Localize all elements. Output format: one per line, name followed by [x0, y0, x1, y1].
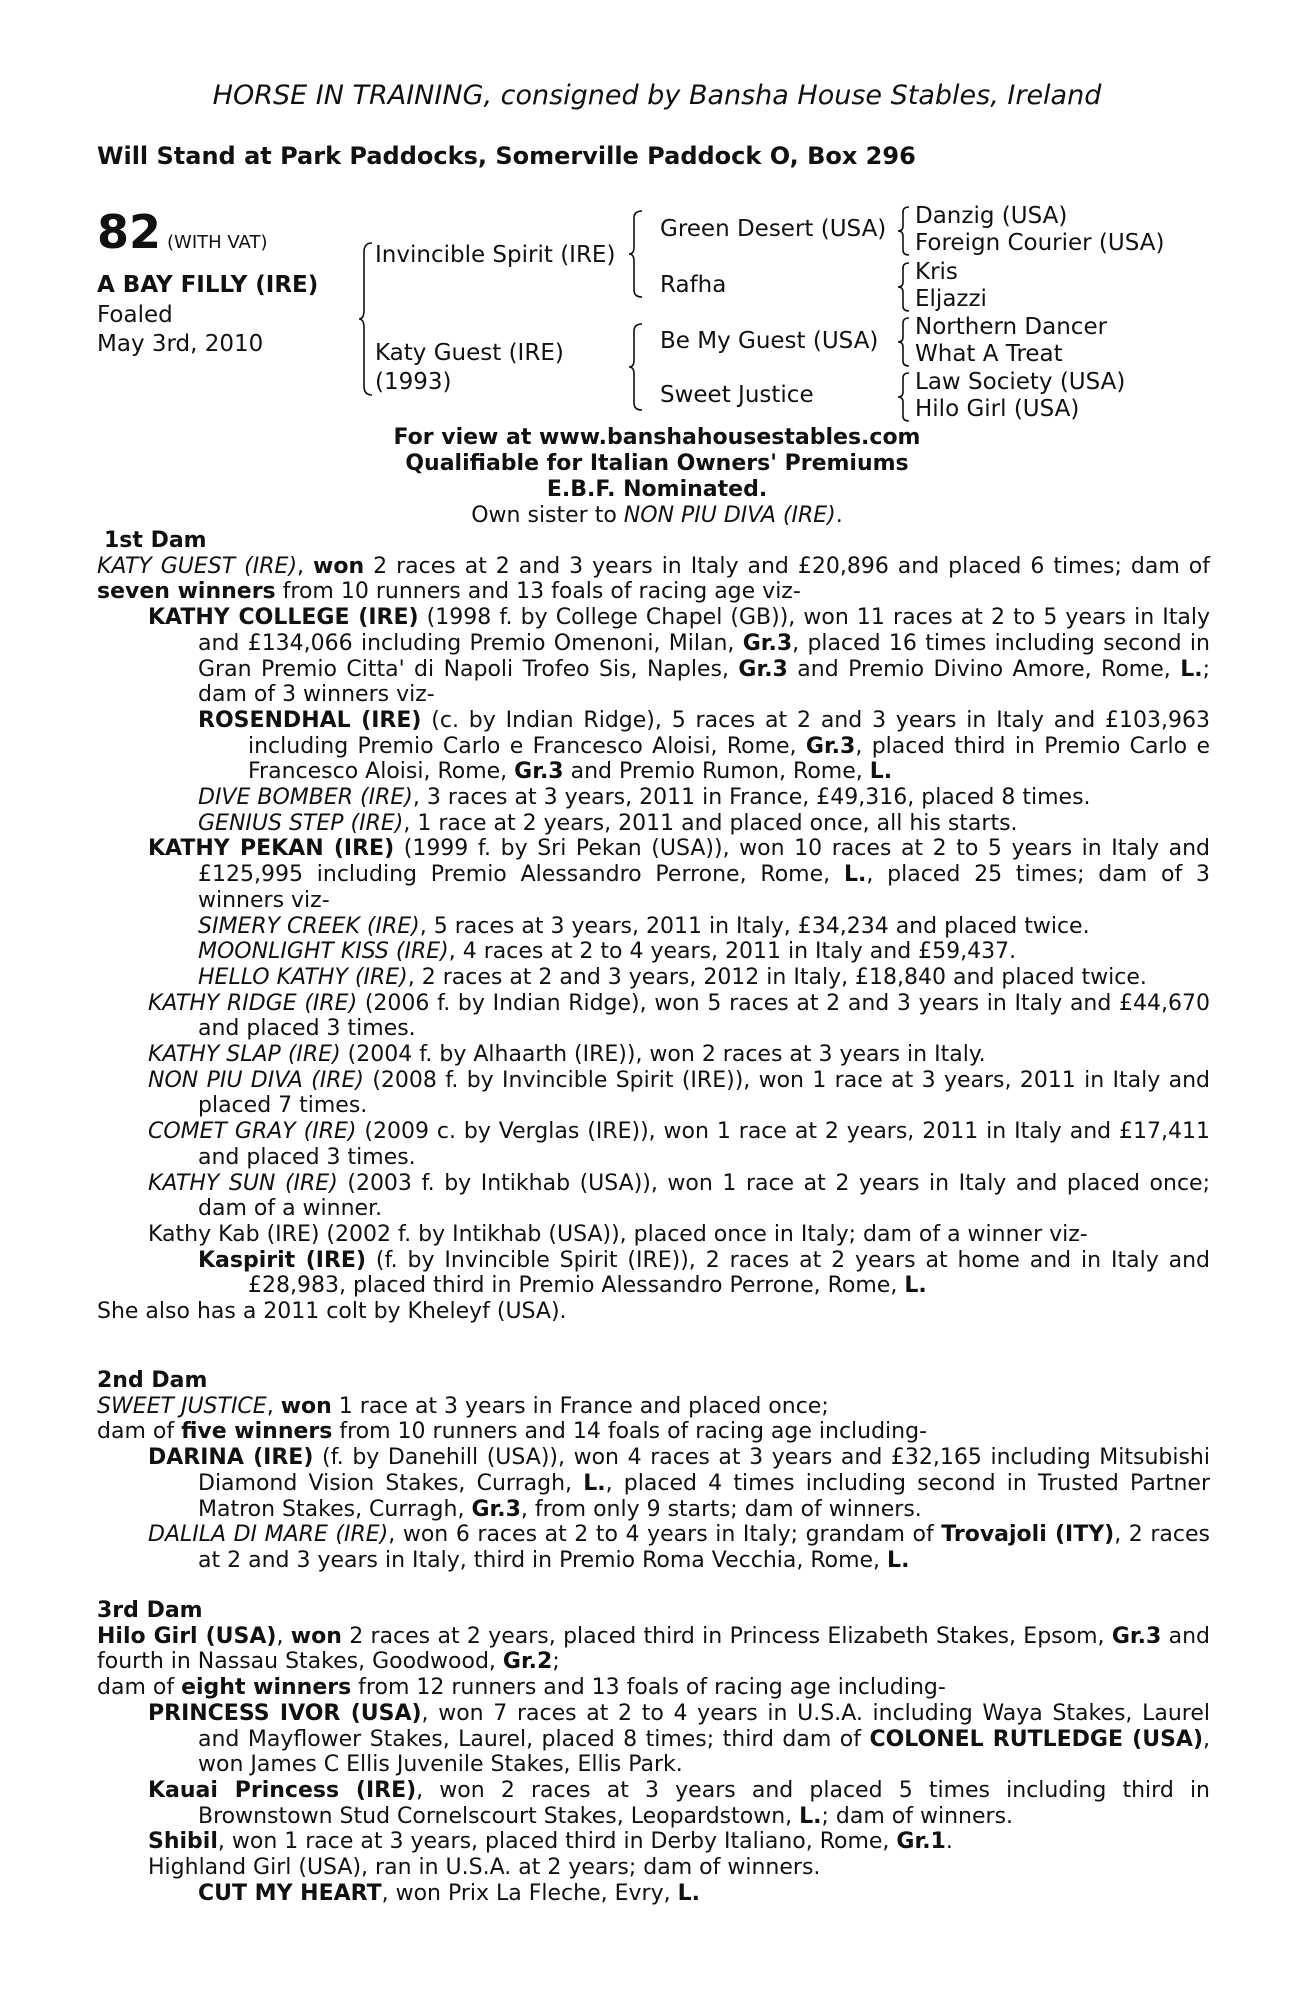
progeny-entry	[0, 1829, 1210, 1855]
lot-heading	[97, 205, 268, 259]
progeny-text: (c. by Indian Ridge), 5 races at 2 and 3 years in Italy and £103,963 including Premio Carlo e Francesco Aloisi, Rome,	[248, 707, 1210, 759]
progeny-text: , placed 16 times including second in Gran Premio Citta' di Napoli Trofeo Sis, Naples,	[198, 630, 1210, 682]
third-dam-heading: 3rd Dam	[97, 1598, 203, 1623]
progeny-text: , 5 races at 3 years, 2011 in Italy, £34,234 and placed twice.	[419, 913, 1090, 939]
progeny-text: , won James C Ellis Juvenile Stakes, Ellis Park.	[198, 1726, 1210, 1778]
grade-label: Gr.3	[471, 1496, 521, 1522]
pedigree-brace-dam	[628, 323, 644, 411]
progeny-name: DIVE BOMBER (IRE)	[198, 785, 413, 811]
progeny-text: (f. by Danehill (USA)), won 4 races at 3 years and £32,165 including Mitsubishi Diamond Vision Stakes, Curragh,	[198, 1445, 1210, 1496]
runners-text: from 10 runners and 14 foals of racing age including-	[332, 1419, 928, 1445]
first-dam-intro: KATY GUEST (IRE), won 2 races at 2 and 3 years in Italy and £20,896 and placed 6 times; dam of seven winners from 10 runners and 13 foals of racing age viz-	[97, 553, 1210, 605]
progeny-text: , 2 races at 2 and 3 years in Italy, third in Premio Roma Vecchia, Rome,	[198, 1522, 1211, 1573]
progeny-text: , placed third in Premio Carlo e Francesco Aloisi, Rome,	[248, 733, 1210, 785]
progeny-name: KATHY SUN (IRE)	[148, 1170, 338, 1196]
progeny-name: HELLO KATHY (IRE)	[198, 964, 408, 990]
grade-label: Gr.3	[742, 630, 793, 656]
progeny-name: Kauai Princess (IRE)	[148, 1777, 417, 1803]
progeny-text: , won 1 race at 3 years, placed third in Derby Italiano, Rome,	[217, 1829, 897, 1855]
progeny-name: DARINA (IRE)	[148, 1445, 314, 1471]
dam-name: KATY GUEST (IRE)	[97, 553, 298, 579]
progeny-name: COMET GRAY (IRE)	[148, 1119, 357, 1145]
progeny-name: NON PIU DIVA (IRE)	[148, 1067, 364, 1093]
progeny-text: , 3 races at 3 years, 2011 in France, £49,316, placed 8 times.	[412, 785, 1091, 811]
progeny-name: SIMERY CREEK (IRE)	[198, 913, 420, 939]
intro-text: ;	[552, 1649, 560, 1675]
progeny-entry	[0, 1701, 1210, 1778]
pedigree-brace-main	[358, 242, 374, 396]
progeny-text: , 1 race at 2 years, 2011 and placed once, all his starts.	[403, 810, 1018, 836]
foaled-date: May 3rd, 2010	[97, 331, 264, 357]
grade-label: Gr.3	[1111, 1623, 1162, 1649]
grade-label: Gr.2	[502, 1649, 553, 1675]
dam-name: SWEET JUSTICE	[97, 1393, 267, 1419]
second-dam-section	[0, 1368, 1210, 1574]
ebf-note: E.B.F. Nominated.	[546, 477, 768, 502]
grade-label: Gr.3	[514, 759, 564, 785]
pedigree-g2: Foreign Courier (USA)	[915, 230, 1165, 256]
progeny-text: and Premio Divino Amore, Rome,	[787, 656, 1181, 682]
premiums-note: Qualifiable for Italian Owners' Premiums	[405, 451, 909, 476]
progeny-text: , placed 4 times including second in Trusted Partner Matron Stakes, Curragh,	[198, 1470, 1210, 1522]
grade-label: Gr.3	[738, 656, 788, 682]
progeny-entry	[0, 1119, 1210, 1170]
progeny-name: KATHY PEKAN (IRE)	[148, 836, 395, 862]
progeny-entry: Highland Girl (USA), ran in U.S.A. at 2 years; dam of winners.	[148, 1855, 821, 1881]
grandprogeny-entry	[0, 785, 1210, 811]
pedigree-dam: Katy Guest (IRE)	[375, 340, 564, 366]
grandprogeny-entry	[0, 1248, 1210, 1299]
pedigree-g4: Eljazzi	[915, 286, 987, 312]
progeny-entry	[0, 1171, 1210, 1222]
progeny-name: GENIUS STEP (IRE)	[198, 810, 404, 836]
progeny-name: Trovajoli (ITY)	[941, 1522, 1115, 1548]
intro-text: 1 race at 3 years in France and placed once;	[331, 1393, 829, 1419]
pedigree-dam-sire: Be My Guest (USA)	[660, 328, 879, 354]
horse-description: A BAY FILLY (IRE)	[97, 272, 319, 298]
winners-count: eight winners	[181, 1675, 352, 1701]
progeny-entry	[0, 1068, 1210, 1119]
progeny-entry	[0, 836, 1210, 913]
grandprogeny-entry	[0, 811, 1210, 837]
grade-label: Gr.1	[896, 1829, 946, 1855]
sister-prefix: Own sister to	[471, 503, 624, 528]
dam-of-label: dam of	[97, 1675, 182, 1701]
progeny-name: Shibil	[148, 1829, 218, 1855]
view-website-note: For view at www.banshahousestables.com	[393, 425, 921, 450]
pedigree-dam-year: (1993)	[375, 369, 452, 395]
pedigree-sire: Invincible Spirit (IRE)	[375, 242, 616, 268]
pedigree-dam-dam: Sweet Justice	[660, 382, 814, 408]
progeny-text: ; dam of 3 winners viz-	[198, 656, 1210, 708]
progeny-text: , from only 9 starts; dam of winners.	[520, 1496, 922, 1522]
third-dam-intro: Hilo Girl (USA), won 2 races at 2 years, placed third in Princess Elizabeth Stakes, Epsom, Gr.3 and fourth in Nassau Stakes, Goodwood, Gr.2;	[97, 1623, 1211, 1675]
progeny-text: and Premio Rumon, Rome,	[563, 759, 870, 785]
foaled-label: Foaled	[97, 302, 173, 328]
first-dam-heading: 1st Dam	[104, 528, 207, 553]
sister-suffix: .	[835, 503, 843, 528]
progeny-entry	[0, 605, 1210, 708]
progeny-name: CUT MY HEART	[198, 1880, 382, 1906]
progeny-entry	[0, 1445, 1210, 1522]
third-dam-produce	[0, 1675, 1210, 1701]
pedigree-brace-g4	[897, 372, 911, 422]
progeny-text: ; dam of winners.	[821, 1803, 1014, 1829]
progeny-name: KATHY COLLEGE (IRE)	[148, 605, 419, 631]
grandprogeny-entry	[0, 939, 1210, 965]
dam-name: Hilo Girl (USA)	[97, 1623, 277, 1649]
winners-count: five winners	[181, 1419, 333, 1445]
won-label: won	[290, 1623, 342, 1649]
listed-label: L.	[904, 1273, 927, 1299]
second-dam-heading: 2nd Dam	[97, 1368, 208, 1393]
progeny-name: KATHY SLAP (IRE)	[148, 1042, 341, 1068]
progeny-entry	[0, 1522, 1210, 1573]
sister-name: NON PIU DIVA (IRE)	[623, 503, 836, 528]
progeny-text: (1999 f. by Sri Pekan (USA)), won 10 races at 2 to 5 years in Italy and £125,995 including Premio Alessandro Perrone, Rome,	[198, 836, 1210, 888]
grandprogeny-entry	[0, 708, 1210, 785]
pedigree-sire-dam: Rafha	[660, 272, 727, 298]
listed-label: L.	[1180, 656, 1203, 682]
intro-text: and fourth in Nassau Stakes, Goodwood,	[97, 1623, 1211, 1675]
progeny-name: DALILA DI MARE (IRE)	[148, 1522, 389, 1548]
progeny-text: (2009 c. by Verglas (IRE)), won 1 race at 2 years, 2011 in Italy and £17,411 and placed 3 times.	[198, 1119, 1210, 1170]
progeny-text: (2003 f. by Intikhab (USA)), won 1 race at 2 years in Italy and placed once; dam of a winner.	[198, 1170, 1211, 1222]
pedigree-g1: Danzig (USA)	[915, 203, 1068, 229]
catalogue-header-title: HORSE IN TRAINING, consigned by Bansha House Stables, Ireland	[212, 80, 1102, 111]
dam-of-label: dam of	[97, 1419, 182, 1445]
progeny-text: (1998 f. by College Chapel (GB)), won 11 races at 2 to 5 years in Italy and £134,066 including Premio Omenoni, Milan,	[198, 605, 1210, 656]
progeny-text: , won 7 races at 2 to 4 years in U.S.A. including Waya Stakes, Laurel and Mayflower Stakes, Laurel, placed 8 times; third dam of	[198, 1700, 1210, 1752]
intro-text: 2 races at 2 and 3 years in Italy and £20,896 and placed 6 times;	[364, 553, 1122, 579]
vat-note: (WITH VAT)	[167, 232, 268, 253]
grandprogeny-entry	[0, 914, 1210, 940]
progeny-text: , won 2 races at 3 years and placed 5 times including third in Brownstown Stud Cornelscourt Stakes, Leopardstown,	[198, 1777, 1211, 1829]
pedigree-brace-g1	[897, 206, 911, 256]
pedigree-brace-g2	[897, 262, 911, 312]
progeny-name: MOONLIGHT KISS (IRE)	[198, 939, 449, 965]
first-dam-closing: She also has a 2011 colt by Kheleyf (USA).	[97, 1299, 567, 1325]
progeny-name: KATHY RIDGE (IRE)	[148, 990, 358, 1016]
pedigree-brace-g3	[897, 317, 911, 367]
pedigree-sire-sire: Green Desert (USA)	[660, 216, 887, 242]
listed-label: L.	[869, 759, 893, 785]
progeny-text: (2006 f. by Indian Ridge), won 5 races at 2 and 3 years in Italy and £44,670 and placed 3 times.	[198, 990, 1210, 1042]
grandprogeny-entry	[0, 1881, 1210, 1907]
winners-count: seven winners	[97, 579, 276, 605]
listed-label: L.	[843, 862, 867, 888]
runners-text: from 12 runners and 13 foals of racing age including-	[351, 1675, 946, 1701]
pedigree-g3: Kris	[915, 259, 958, 285]
pedigree-g5: Northern Dancer	[915, 314, 1108, 340]
progeny-entry	[0, 991, 1210, 1042]
progeny-text: , placed 25 times; dam of 3 winners viz-	[198, 862, 1210, 913]
progeny-text: (2008 f. by Invincible Spirit (IRE)), won 1 race at 3 years, 2011 in Italy and placed 7 times.	[198, 1067, 1210, 1119]
pedigree-g8: Hilo Girl (USA)	[915, 396, 1080, 422]
third-dam-section	[0, 1598, 1210, 1906]
second-dam-intro: SWEET JUSTICE, won 1 race at 3 years in France and placed once;	[97, 1393, 829, 1419]
progeny-text: , won Prix La Fleche, Evry,	[381, 1880, 678, 1906]
progeny-entry	[0, 1778, 1210, 1829]
second-dam-produce	[0, 1419, 1210, 1445]
pedigree-brace-sire	[628, 210, 644, 298]
grandprogeny-entry	[0, 965, 1210, 991]
progeny-name: COLONEL RUTLEDGE (USA)	[869, 1726, 1203, 1752]
listed-label: L.	[677, 1880, 700, 1906]
progeny-name: Kaspirit (IRE)	[198, 1247, 367, 1273]
pedigree-g7: Law Society (USA)	[915, 369, 1126, 395]
progeny-name: ROSENDHAL (IRE)	[198, 707, 422, 733]
stand-location: Will Stand at Park Paddocks, Somerville Paddock O, Box 296	[97, 142, 916, 170]
sister-note	[0, 503, 1314, 528]
progeny-text: , 2 races at 2 and 3 years, 2012 in Italy, £18,840 and placed twice.	[407, 964, 1147, 990]
progeny-text: .	[945, 1829, 953, 1855]
progeny-entry: Kathy Kab (IRE) (2002 f. by Intikhab (USA)), placed once in Italy; dam of a winner viz-	[148, 1221, 1088, 1247]
progeny-name: PRINCESS IVOR (USA)	[148, 1700, 422, 1726]
intro-text: 2 races at 2 years, placed third in Princess Elizabeth Stakes, Epsom,	[341, 1623, 1112, 1649]
progeny-text: , 4 races at 2 to 4 years, 2011 in Italy and £59,437.	[448, 939, 1017, 965]
pedigree-g6: What A Treat	[915, 341, 1063, 367]
progeny-text: (f. by Invincible Spirit (IRE)), 2 races at 2 years at home and in Italy and £28,983, placed third in Premio Alessandro Perrone, Rome,	[248, 1247, 1210, 1299]
first-dam-section	[0, 528, 1210, 1325]
won-label: won	[313, 553, 365, 579]
listed-label: L.	[583, 1470, 606, 1496]
dam-of-label: dam of	[1130, 553, 1210, 579]
runners-text: from 10 runners and 13 foals of racing age viz-	[275, 579, 801, 605]
lot-number: 82	[97, 205, 162, 259]
listed-label: L.	[799, 1803, 822, 1829]
grade-label: Gr.3	[805, 733, 856, 759]
listed-label: L.	[887, 1547, 910, 1573]
progeny-text: , won 6 races at 2 to 4 years in Italy; grandam of	[388, 1522, 942, 1548]
progeny-entry	[0, 1042, 1210, 1068]
won-label: won	[280, 1393, 332, 1419]
progeny-text: (2004 f. by Alhaarth (IRE)), won 2 races at 3 years in Italy.	[340, 1042, 986, 1068]
